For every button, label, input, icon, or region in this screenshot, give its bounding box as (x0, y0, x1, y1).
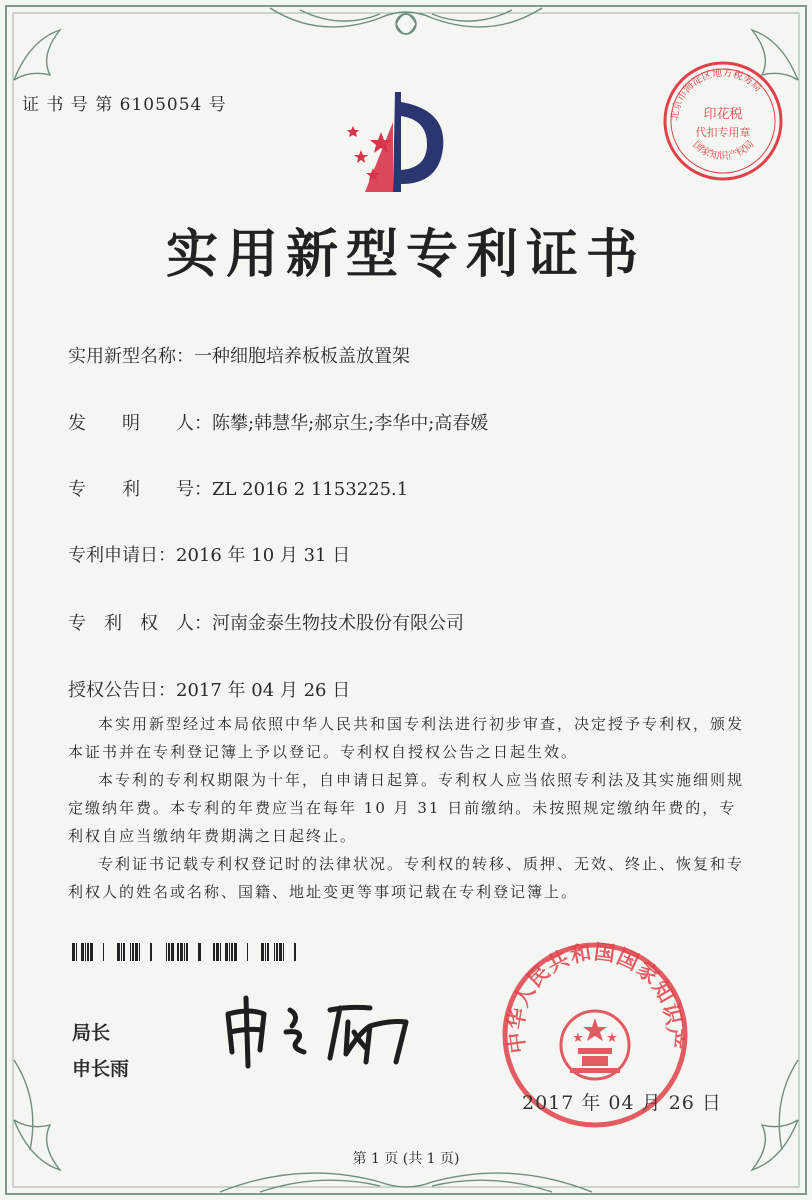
field-label: 专 利 号： (68, 479, 212, 500)
field-value: 2017 年 04 月 26 日 (176, 680, 351, 701)
handwritten-signature (220, 992, 420, 1072)
barcode-bar (130, 943, 131, 961)
barcode-bar (90, 943, 93, 961)
field-application-date (68, 541, 350, 567)
barcode-bar (168, 943, 170, 961)
barcode-bar (283, 943, 284, 961)
barcode-bar (276, 943, 278, 961)
barcode-bar (213, 943, 215, 961)
national-emblem-icon (561, 1011, 629, 1079)
body-paragraph-3: 专利证书记载专利权登记时的法律状况。专利权的转移、质押、无效、终止、恢复和专利权人的姓名或名称、国籍、地址变更等事项记载在专利登记簿上。 (68, 855, 745, 901)
barcode-bar (261, 943, 264, 961)
barcode-bar (103, 943, 104, 961)
barcode-bar (220, 943, 221, 961)
field-grant-date (68, 676, 350, 702)
barcode-bar (72, 943, 75, 961)
field-value: ZL 2016 2 1153225.1 (212, 479, 409, 500)
field-value: 河南金泰生物技术股份有限公司 (212, 613, 464, 634)
certificate-body (68, 710, 748, 906)
certificate-number-label: 证 书 号 第 (22, 95, 114, 115)
body-paragraph-1: 本实用新型经过本局依照中华人民共和国专利法进行初步审查，决定授予专利权，颁发本证书并在专利登记簿上予以登记。专利权自授权公告之日起生效。 (68, 715, 745, 761)
certificate-number-value: 6105054 (119, 95, 203, 115)
barcode-bar (166, 943, 167, 961)
signature-title: 局长 (72, 1022, 111, 1044)
field-label: 授权公告日： (68, 680, 176, 701)
tax-stamp-line1: 印花税 (703, 107, 743, 122)
barcode-bar (279, 943, 282, 961)
field-value: 一种细胞培养板板盖放置架 (194, 346, 410, 367)
barcode (72, 943, 304, 961)
certificate-number-suffix: 号 (208, 95, 227, 115)
tax-stamp-bottom-text: 国家知识产权局 (690, 138, 757, 163)
page-footer: 第 1 页 (共 1 页) (352, 1151, 460, 1167)
barcode-bar (132, 943, 134, 961)
seal-text: 中华人民共和国国家知识产 (503, 940, 687, 1055)
field-inventors (68, 409, 488, 435)
barcode-bar (267, 943, 269, 961)
field-value: 陈攀;韩慧华;郝京生;李华中;高春媛 (212, 413, 489, 434)
field-label: 实用新型名称： (68, 346, 194, 367)
barcode-bar (85, 943, 86, 961)
field-label: 发 明 人： (68, 413, 212, 434)
barcode-bar (225, 943, 228, 961)
svg-text:国家知识产权局 (690, 138, 756, 162)
tax-stamp-seal (660, 58, 786, 188)
body-paragraph-2: 本专利的专利权期限为十年，自申请日起算。专利权人应当依照专利法及其实施细则规定缴纳年费。本专利的年费应当在每年 10 月 31 日前缴纳。未按照规定缴纳年费的，专利权自应当缴纳年费期满之日起终止。 (68, 771, 745, 845)
barcode-bar (216, 943, 219, 961)
field-label: 专利申请日： (68, 545, 176, 566)
tax-stamp-outer-text: 北京市海淀区地方税务局 (669, 67, 764, 122)
barcode-bar (171, 943, 174, 961)
seal-date: 2017 年 04 月 26 日 (522, 1092, 722, 1114)
barcode-bar (87, 943, 89, 961)
barcode-bar (123, 943, 125, 961)
barcode-bar (274, 943, 275, 961)
patent-office-logo (335, 92, 455, 202)
barcode-bar (247, 943, 248, 961)
barcode-bar (139, 943, 140, 961)
field-patentee (68, 609, 464, 635)
barcode-bar (180, 943, 183, 961)
signature-name: 申长雨 (72, 1058, 130, 1080)
barcode-bar (265, 943, 266, 961)
field-patent-number (68, 475, 408, 501)
barcode-bar (135, 943, 138, 961)
barcode-bar (294, 943, 296, 961)
barcode-bar (150, 943, 152, 961)
barcode-bar (229, 943, 230, 961)
barcode-bar (231, 943, 233, 961)
barcode-bar (81, 943, 84, 961)
barcode-bar (117, 943, 120, 961)
field-label: 专 利 权 人： (68, 613, 212, 634)
certificate-number (22, 90, 227, 115)
barcode-bar (234, 943, 237, 961)
svg-text:中华人民共和国国家知识产权局 (500, 940, 687, 1055)
barcode-bar (186, 943, 188, 961)
field-value: 2016 年 10 月 31 日 (176, 545, 351, 566)
barcode-bar (121, 943, 122, 961)
field-utility-model-name (68, 342, 410, 368)
barcode-bar (76, 943, 77, 961)
barcode-bar (184, 943, 185, 961)
certificate-title: 实用新型专利证书 (165, 224, 646, 285)
barcode-bar (198, 943, 201, 961)
barcode-bar (177, 943, 179, 961)
tax-stamp-line2: 代扣专用章 (695, 126, 751, 139)
